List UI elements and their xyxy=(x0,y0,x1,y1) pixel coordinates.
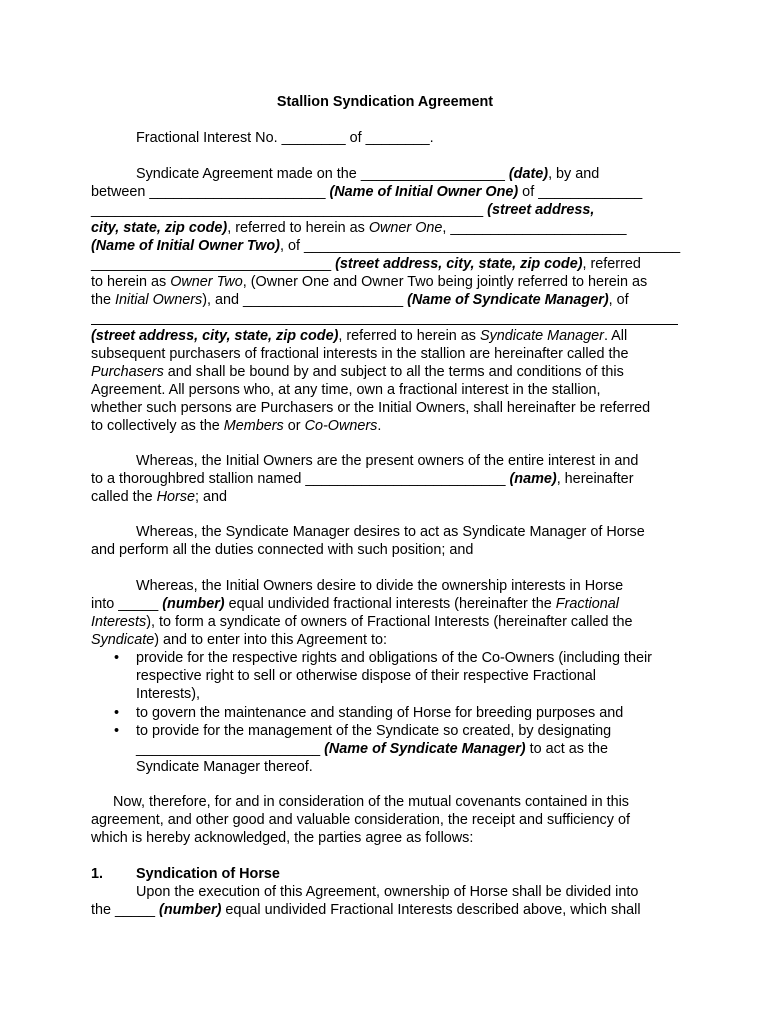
section1-line: Upon the execution of this Agreement, ownership of Horse shall be divided into xyxy=(136,884,639,900)
para1-line: whether such persons are Purchasers or the Initial Owners, shall hereinafter be referred xyxy=(91,400,651,416)
blank: ______________________ xyxy=(450,220,627,236)
para2-line: Whereas, the Initial Owners are the present owners of the entire interest in and xyxy=(136,453,639,469)
para1-line: Purchasers and shall be bound by and subject to all the terms and conditions of this xyxy=(91,364,624,380)
bullet-line: _______________________ (Name of Syndicate Manager) to act as the xyxy=(136,741,609,757)
bullet-line: provide for the respective rights and obligations of the Co-Owners (including their xyxy=(136,650,652,666)
bullet-line: to provide for the management of the Syndicate so created, by designating xyxy=(136,723,612,739)
para1-line: Syndicate Agreement made on the __________________ (date), by and xyxy=(136,166,600,182)
para4-line: Syndicate) and to enter into this Agreement to: xyxy=(91,632,387,648)
fractional-interest-line: Fractional Interest No. ________ of ________. xyxy=(136,130,434,146)
para1-line: Agreement. All persons who, at any time, own a fractional interest in the stallion, xyxy=(91,382,601,398)
para1-line: city, state, zip code), referred to herein as Owner One, ______________________ xyxy=(91,220,627,236)
blank: ________ xyxy=(281,130,346,146)
blank: _________________________________________________ xyxy=(91,202,484,218)
blank: _______________________ xyxy=(136,741,321,757)
para2-line: to a thoroughbred stallion named _________________________ (name), hereinafter xyxy=(91,471,634,487)
para5-line: agreement, and other good and valuable consideration, the receipt and sufficiency of xyxy=(91,812,630,828)
para4-line: Interests), to form a syndicate of owners of Fractional Interests (hereinafter called the xyxy=(91,614,633,630)
section-number: 1. xyxy=(91,866,104,882)
bullet-icon: • xyxy=(114,650,120,666)
para5-line: which is hereby acknowledged, the parties agree as follows: xyxy=(91,830,474,846)
blank: _______________________________________________ xyxy=(303,238,681,254)
blank: _____________ xyxy=(538,184,643,200)
para1-line: to collectively as the Members or Co-Owners. xyxy=(91,418,382,434)
section-heading: Syndication of Horse xyxy=(136,866,280,882)
para1-line: the Initial Owners), and ____________________ (Name of Syndicate Manager), of xyxy=(91,292,629,308)
para1-line: _________________________________________________ (street address, xyxy=(91,202,595,218)
blank: _____ xyxy=(115,902,156,918)
para1-line: to herein as Owner Two, (Owner One and Owner Two being jointly referred to herein as xyxy=(91,274,648,290)
blank: ______________________________ xyxy=(91,256,332,272)
bullet-line: Syndicate Manager thereof. xyxy=(136,759,313,775)
blank: ________ xyxy=(365,130,430,146)
blank: ____________________ xyxy=(243,292,404,308)
para3-line: and perform all the duties connected with such position; and xyxy=(91,542,474,558)
bullet-line: respective right to sell or otherwise dispose of their respective Fractional xyxy=(136,668,596,684)
bullet-line: Interests), xyxy=(136,686,200,702)
para1-line: between ______________________ (Name of Initial Owner One) of _____________ xyxy=(91,184,643,200)
para1-line: ______________________________ (street address, city, state, zip code), referred xyxy=(91,256,641,272)
blank: _________________________ xyxy=(305,471,506,487)
para4-line: into _____ (number) equal undivided fractional interests (hereinafter the Fractional xyxy=(91,596,619,612)
para4-line: Whereas, the Initial Owners desire to divide the ownership interests in Horse xyxy=(136,578,624,594)
para1-line: (Name of Initial Owner Two), of _______________________________________________ xyxy=(91,238,681,254)
blank-rule xyxy=(91,324,678,325)
blank: __________________ xyxy=(360,166,505,182)
bullet-icon: • xyxy=(114,723,120,739)
bullet-line: to govern the maintenance and standing of Horse for breeding purposes and xyxy=(136,705,624,721)
para1-line: (street address, city, state, zip code), referred to herein as Syndicate Manager. All xyxy=(91,328,628,344)
para3-line: Whereas, the Syndicate Manager desires to act as Syndicate Manager of Horse xyxy=(136,524,645,540)
document-title: Stallion Syndication Agreement xyxy=(276,94,494,110)
bullet-icon: • xyxy=(114,705,120,721)
blank: _____ xyxy=(118,596,159,612)
para1-line: subsequent purchasers of fractional interests in the stallion are hereinafter called the xyxy=(91,346,629,362)
para5-line: Now, therefore, for and in consideration of the mutual covenants contained in this xyxy=(113,794,629,810)
blank: ______________________ xyxy=(149,184,326,200)
para2-line: called the Horse; and xyxy=(91,489,228,505)
section1-line: the _____ (number) equal undivided Fractional Interests described above, which shall xyxy=(91,902,641,918)
